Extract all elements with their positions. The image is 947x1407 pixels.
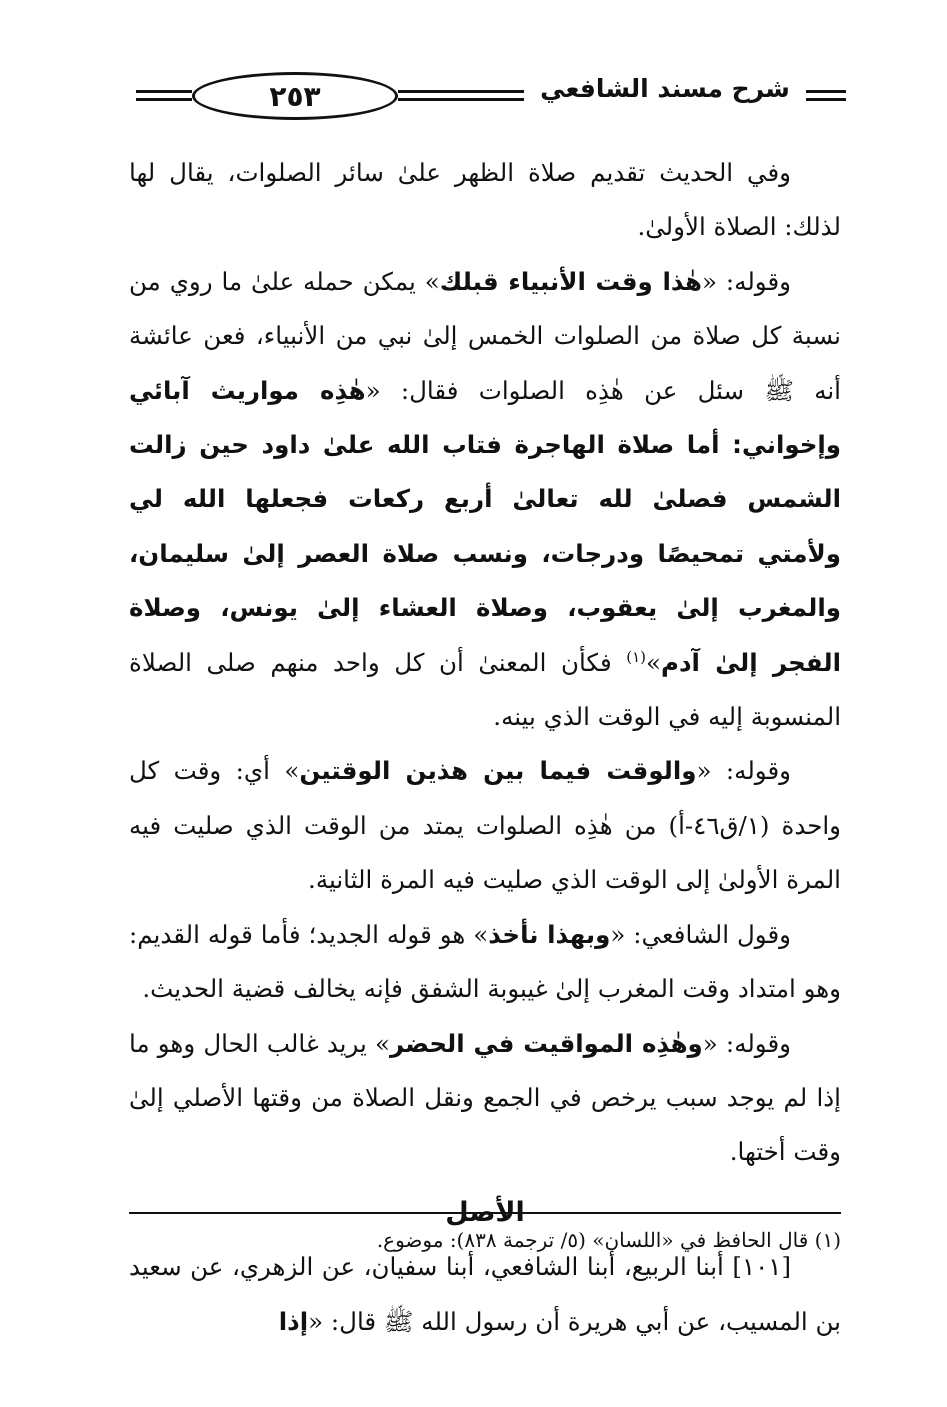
paragraph-4-text-c: » هو قوله الجديد؛ فأما قوله القديم: وهو امتداد وقت المغرب إلىٰ غيبوبة الشفق فإنه يخالف قضية الحديث. xyxy=(129,919,841,1004)
paragraph-2-quote-1: هٰذا وقت الأنبياء قبلك xyxy=(439,266,702,296)
paragraph-2 xyxy=(129,255,841,745)
footnote-separator xyxy=(129,1212,841,1214)
main-text xyxy=(129,146,841,1349)
page-number-badge xyxy=(192,72,398,120)
paragraph-2-text-f: فكأن المعنىٰ أن كل واحد منهم صلى الصلاة المنسوبة إليه في الوقت الذي بينه. xyxy=(129,647,841,732)
paragraph-2-text-c: » يمكن حمله علىٰ ما روي من نسبة كل صلاة من الصلوات الخمس إلىٰ نبي من الأنبياء، فعن عائشة أنه ﷺ سئل عن هٰذِه الصلوات فقال: « xyxy=(129,266,841,405)
paragraph-2-text-a: وقوله: « xyxy=(702,266,791,296)
paragraph-4 xyxy=(129,908,841,1017)
paragraph-4-quote: وبهذا نأخذ xyxy=(488,919,611,949)
paragraph-5-text-a: وقوله: « xyxy=(702,1028,791,1058)
paragraph-4-text-a: وقول الشافعي: « xyxy=(610,919,792,949)
paragraph-3-text-c: » أي: وقت كل واحدة (١/ق٤٦-أ) من هٰذِه الصلوات يمتد من الوقت الذي صليت فيه المرة الأولىٰ إلى الوقت الذي صليت فيه المرة الثانية. xyxy=(129,756,841,895)
footnote-marker: (١) xyxy=(626,647,646,666)
paragraph-2-quote-2: هٰذِه مواريث آبائي وإخواني: أما صلاة الهاجرة فتاب الله علىٰ داود حين زالت الشمس فصلىٰ لله تعالىٰ أربع ركعات فجعلها الله لي ولأمتي تمحيصًا ودرجات، ونسب صلاة العصر إلىٰ سليمان، والمغرب إلىٰ يعقوب، وصلاة العشاء إلىٰ يونس، وصلاة الفجر إلىٰ آدم xyxy=(129,375,842,677)
paragraph-6-quote: إذا xyxy=(278,1306,309,1336)
section-heading: الأصل xyxy=(445,1196,525,1228)
running-title: شرح مسند الشافعي xyxy=(540,74,790,103)
footnote: (١) قال الحافظ في «اللسان» (٥/ ترجمة ٨٣٨): موضوع. xyxy=(376,1228,841,1252)
paragraph-5-quote: وهٰذِه المواقيت في الحضر xyxy=(390,1028,703,1058)
header-rule-middle xyxy=(398,90,524,93)
paragraph-5 xyxy=(129,1017,841,1180)
paragraph-3-text-a: وقوله: « xyxy=(696,756,791,786)
paragraph-6-text-a: [١٠١] أبنا الربيع، أبنا الشافعي، أبنا سفيان، عن الزهري، عن سعيد بن المسيب، عن أبي هريرة أن رسول الله ﷺ قال: « xyxy=(129,1252,841,1336)
paragraph-1 xyxy=(129,146,841,255)
paragraph-1-text: وفي الحديث تقديم صلاة الظهر علىٰ سائر الصلوات، يقال لها لذلك: الصلاة الأولىٰ. xyxy=(129,158,841,242)
running-header xyxy=(130,68,846,124)
paragraph-2-text-e: » xyxy=(646,647,661,677)
paragraph-3 xyxy=(129,744,841,907)
paragraph-5-text-c: » يريد غالب الحال وهو ما إذا لم يوجد سبب يرخص في الجمع ونقل الصلاة من وقتها الأصلي إلىٰ وقت أختها. xyxy=(129,1028,841,1167)
page-number: ٢٥٣ xyxy=(269,79,321,113)
header-rule-right xyxy=(806,90,846,93)
paragraph-3-quote: والوقت فيما بين هذين الوقتين xyxy=(299,756,697,786)
header-rule-left xyxy=(136,90,192,93)
